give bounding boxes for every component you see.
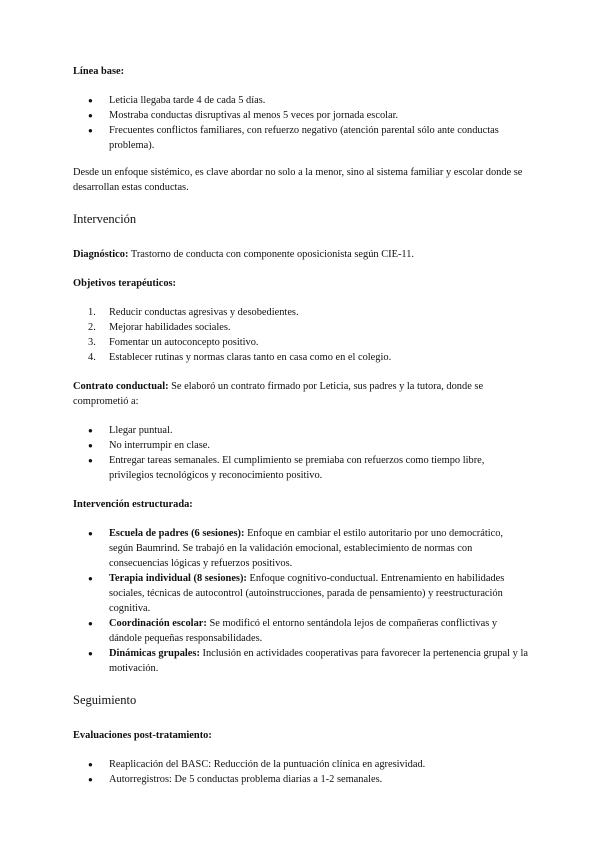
list-item [73, 320, 528, 335]
list-item: ● Llegar puntual. [73, 423, 528, 438]
list-number: 2. [88, 322, 96, 333]
item-text: Enfoque cognitivo-conductual. Entrenamiento en habilidades sociales, técnicas de autocontrol (autoinstrucciones, parada de pensamiento) y reestructuración cognitiva. [109, 573, 505, 614]
list-text: Mejorar habilidades sociales. [109, 322, 231, 333]
list-item [73, 526, 528, 571]
contrato-list [73, 423, 528, 483]
item-label: Coordinación escolar: [109, 618, 207, 629]
diagnostico-text: Trastorno de conducta con componente oposicionista según CIE-11. [130, 249, 415, 260]
list-item: ● Entregar tareas semanales. El cumplimiento se premiaba con refuerzos como tiempo libre, privilegios tecnológicos y reconocimiento positivo. [73, 453, 528, 483]
objetivos-title: Objetivos terapéuticos: [73, 278, 177, 289]
estructurada-title: Intervención estructurada: [73, 499, 193, 510]
list-item [73, 335, 528, 350]
item-text: Se modificó el entorno sentándola lejos de compañeras conflictivas y dándole pequeñas responsabilidades. [109, 618, 498, 644]
linea-base-paragraph: Desde un enfoque sistémico, es clave abordar no solo a la menor, sino al sistema familiar y escolar donde se desarrollan estas conductas. [73, 167, 523, 193]
list-text: Reducir conductas agresivas y desobedientes. [109, 307, 299, 318]
list-item: ● Mostraba conductas disruptivas al menos 5 veces por jornada escolar. [73, 108, 528, 123]
list-item: ● Leticia llegaba tarde 4 de cada 5 días. [73, 93, 528, 108]
list-item: ● Reaplicación del BASC: Reducción de la puntuación clínica en agresividad. [73, 757, 528, 772]
estructurada-list [73, 526, 528, 676]
document-content [73, 64, 528, 787]
diagnostico-paragraph [73, 247, 528, 262]
linea-base-list [73, 93, 528, 153]
linea-base-title: Línea base: [73, 66, 125, 77]
objetivos-list [73, 305, 528, 365]
list-number: 3. [88, 337, 96, 348]
list-item: ● No interrumpir en clase. [73, 438, 528, 453]
contrato-label: Contrato conductual: [73, 381, 169, 392]
list-number: 4. [88, 352, 96, 363]
list-number: 1. [88, 307, 96, 318]
item-label: Terapia individual (8 sesiones): [109, 573, 247, 584]
list-text: Fomentar un autoconcepto positivo. [109, 337, 259, 348]
item-label: Escuela de padres (6 sesiones): [109, 528, 245, 539]
contrato-paragraph [73, 379, 528, 409]
list-text: Establecer rutinas y normas claras tanto en casa como en el colegio. [109, 352, 392, 363]
evaluaciones-title: Evaluaciones post-tratamiento: [73, 730, 212, 741]
seguimiento-heading: Seguimiento [73, 693, 137, 707]
list-item [73, 571, 528, 616]
list-item [73, 350, 528, 365]
list-item: ● Frecuentes conflictos familiares, con refuerzo negativo (atención parental sólo ante conductas problema). [73, 123, 528, 153]
item-label: Dinámicas grupales: [109, 648, 200, 659]
intervencion-heading: Intervención [73, 212, 137, 226]
item-text: Inclusión en actividades cooperativas para favorecer la pertenencia grupal y la motivación. [109, 648, 528, 674]
contrato-text: Se elaboró un contrato firmado por Leticia, sus padres y la tutora, donde se comprometió a: [73, 381, 484, 407]
list-item: ● Autorregistros: De 5 conductas problema diarias a 1-2 semanales. [73, 772, 528, 787]
seguimiento-list [73, 757, 528, 787]
item-text: Enfoque en cambiar el estilo autoritario por uno democrático, según Baumrind. Se trabajó en la validación emocional, establecimiento de normas con consecuencias lógicas y refuerzos positivos. [109, 528, 503, 569]
list-item [73, 646, 528, 676]
list-item [73, 616, 528, 646]
diagnostico-label: Diagnóstico: [73, 249, 129, 260]
list-item [73, 305, 528, 320]
